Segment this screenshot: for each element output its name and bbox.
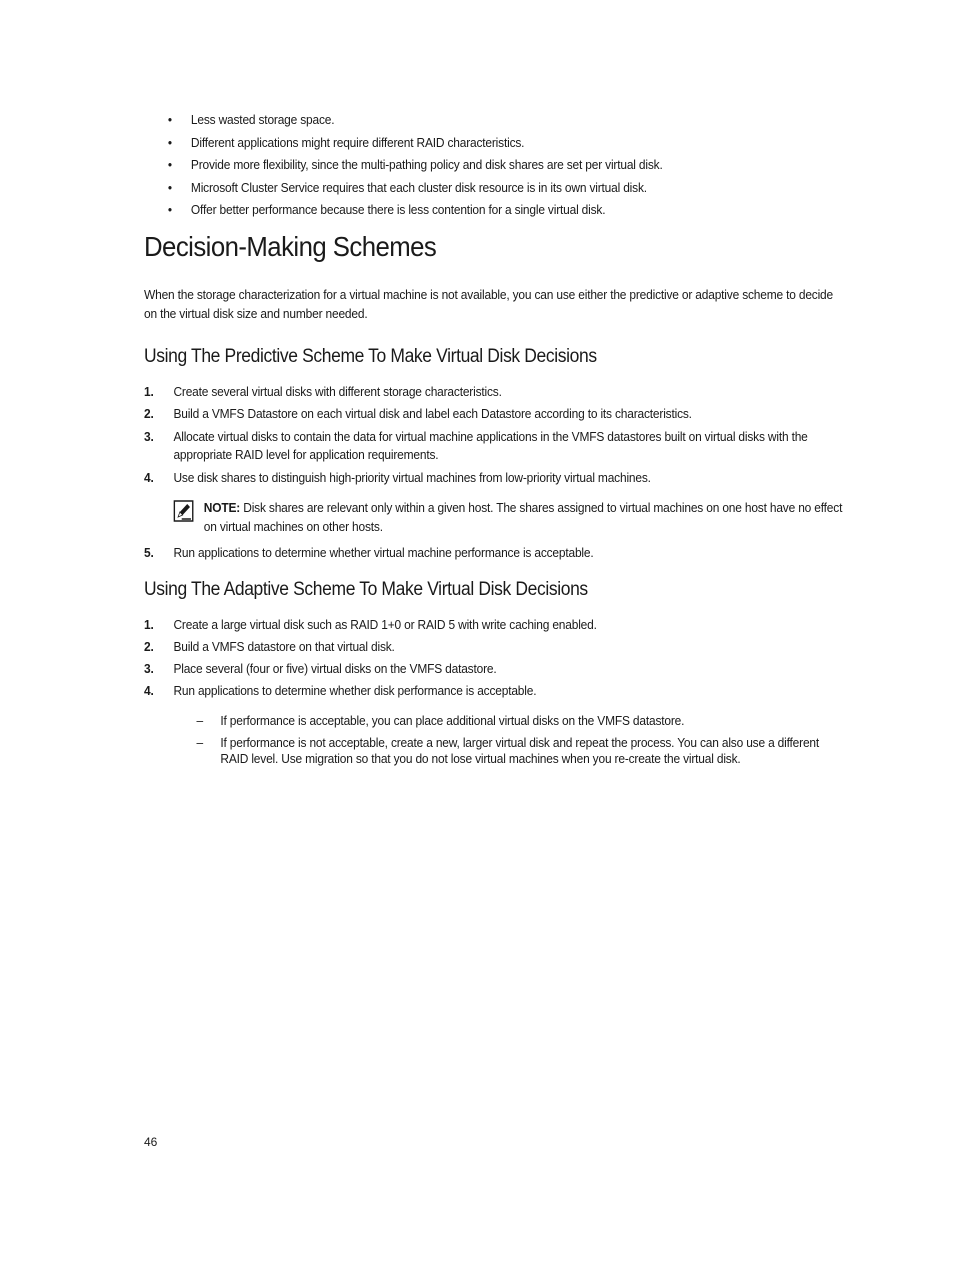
intro-paragraph: When the storage characterization for a virtual machine is not available, you can use either the predictive or adaptive scheme to decide on the virtual disk size and number needed. — [144, 287, 833, 321]
predictive-steps — [144, 384, 845, 486]
step-text: Allocate virtual disks to contain the data for virtual machine applications in the VMFS datastores built on virtual disks with the appropriate RAID level for application requirements. — [173, 429, 808, 462]
list-item — [144, 545, 845, 561]
bullet-icon: • — [167, 157, 172, 172]
step-number: 5. — [144, 545, 154, 560]
bullet-icon: • — [167, 179, 172, 195]
list-item — [144, 428, 845, 464]
predictive-steps-continued — [144, 545, 845, 561]
list-item: • Different applications might require different RAID characteristics. — [167, 134, 525, 150]
sub-list — [144, 713, 845, 767]
list-item — [144, 617, 845, 633]
step-number: 2. — [144, 406, 154, 421]
step-text: Place several (four or five) virtual disks on the VMFS datastore. — [173, 661, 497, 676]
list-item — [144, 470, 845, 486]
page-number: 46 — [144, 1135, 158, 1149]
list-item: • Offer better performance because there is less contention for a single virtual disk. — [167, 202, 606, 217]
step-number: 1. — [144, 384, 154, 399]
section-title-adaptive: Using The Adaptive Scheme To Make Virtual Disk Decisions — [144, 579, 588, 600]
step-number: 2. — [144, 639, 154, 654]
bullet-icon: • — [167, 112, 172, 127]
step-text: Create a large virtual disk such as RAID 1+0 or RAID 5 with write caching enabled. — [173, 617, 597, 632]
sub-list-item: – If performance is not acceptable, create a new, larger virtual disk and repeat the process. You can also use a different RAID level. Use migration so that you do not lose virtual machines when you re-create the virtual disk. — [196, 735, 820, 766]
bullet-list — [144, 112, 845, 218]
document-body — [144, 112, 845, 773]
adaptive-steps — [144, 617, 845, 699]
list-item — [144, 683, 845, 699]
step-number: 3. — [144, 429, 154, 444]
sub-list-item: – If performance is acceptable, you can place additional virtual disks on the VMFS datastore. — [196, 713, 685, 728]
step-text: Use disk shares to distinguish high-priority virtual machines from low-priority virtual machines. — [173, 470, 651, 485]
step-number: 3. — [144, 661, 154, 676]
step-text: Create several virtual disks with different storage characteristics. — [173, 384, 502, 399]
note-callout — [144, 498, 845, 536]
section-title-predictive: Using The Predictive Scheme To Make Virtual Disk Decisions — [144, 346, 597, 367]
list-item: • Less wasted storage space. — [167, 112, 335, 127]
step-text: Build a VMFS Datastore on each virtual disk and label each Datastore according to its characteristics. — [173, 406, 692, 421]
list-item: • Microsoft Cluster Service requires that each cluster disk resource is in its own virtual disk. — [167, 179, 647, 195]
list-item — [144, 639, 845, 655]
list-item — [144, 406, 845, 422]
step-text: Run applications to determine whether disk performance is acceptable. — [173, 683, 537, 698]
list-item — [144, 384, 845, 400]
page-title: Decision-Making Schemes — [144, 231, 437, 262]
step-text: Build a VMFS datastore on that virtual disk. — [173, 639, 395, 654]
dash-icon: – — [196, 713, 203, 728]
list-item: • Provide more flexibility, since the multi-pathing policy and disk shares are set per virtual disk. — [167, 157, 663, 172]
bullet-icon: • — [167, 202, 172, 217]
pencil-note-icon — [173, 500, 193, 522]
step-number: 4. — [144, 470, 154, 485]
dash-icon: – — [196, 735, 203, 750]
step-number: 1. — [144, 617, 154, 632]
step-number: 4. — [144, 683, 154, 698]
list-item — [144, 661, 845, 677]
note-text: Disk shares are relevant only within a given host. The shares assigned to virtual machines on one host have no effect on virtual machines on other hosts. — [203, 500, 843, 534]
bullet-icon: • — [167, 134, 172, 150]
note-label: NOTE: — [203, 500, 241, 515]
step-text: Run applications to determine whether virtual machine performance is acceptable. — [173, 545, 594, 560]
